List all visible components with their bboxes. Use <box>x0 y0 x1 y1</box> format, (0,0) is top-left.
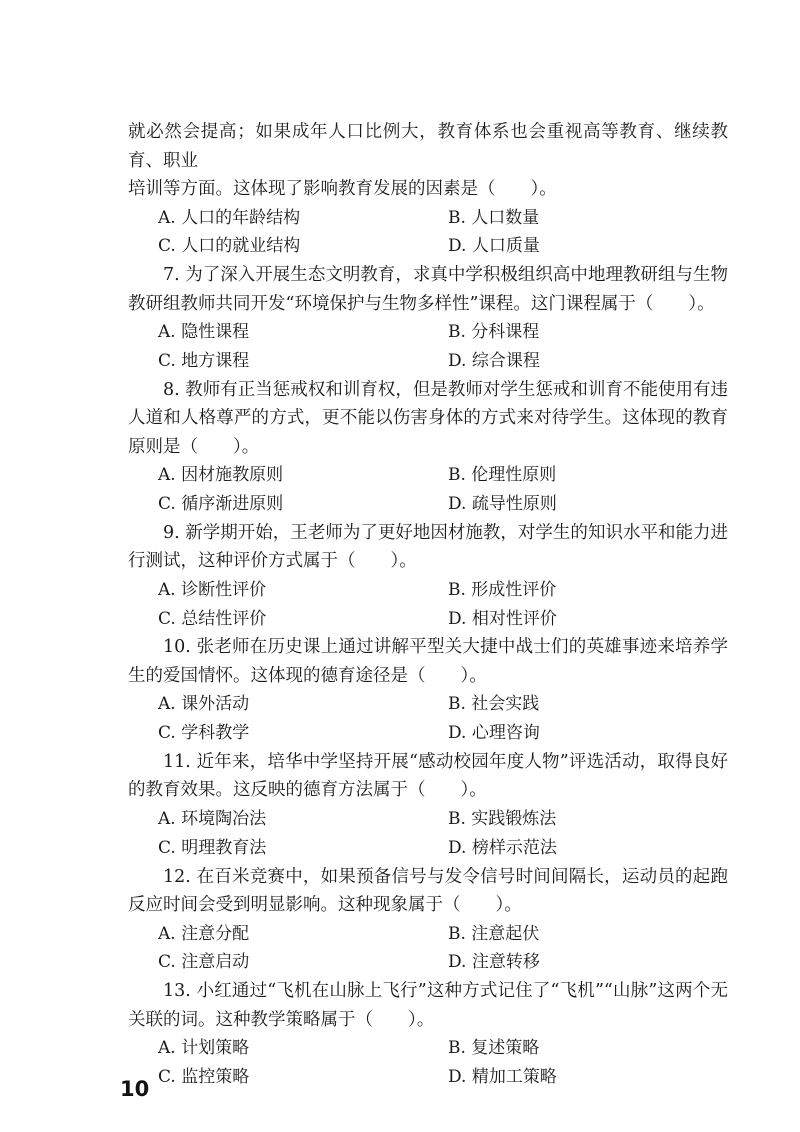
option-a: A. 计划策略 <box>158 1038 250 1059</box>
question-12 <box>128 863 728 978</box>
question-stem: 7. 为了深入开展生态文明教育，求真中学积极组织高中地理教研组与生物教研组教师共同开发“环境保护与生物多样性”课程。这门课程属于（ ）。 <box>128 265 728 314</box>
option-a: A. 注意分配 <box>158 923 250 944</box>
option-c: C. 地方课程 <box>158 350 250 371</box>
option-d: D. 综合课程 <box>448 350 540 371</box>
option-b: B. 伦理性原则 <box>448 465 557 486</box>
question-options <box>128 805 728 863</box>
intro-line-2: 培训等方面。这体现了影响教育发展的因素是（ ）。 <box>128 179 557 199</box>
question-options <box>128 1034 728 1092</box>
option-b: B. 复述策略 <box>448 1038 540 1059</box>
question-stem: 12. 在百米竞赛中，如果预备信号与发令信号时间间隔长，运动员的起跑反应时间会受到明显影响。这种现象属于（ ）。 <box>128 866 728 916</box>
option-d: D. 心理咨询 <box>448 723 540 744</box>
option-b: B. 分科课程 <box>448 322 540 343</box>
question-stem: 13. 小红通过“飞机在山脉上飞行”这种方式记住了“飞机”“山脉”这两个无关联的词。这种教学策略属于（ ）。 <box>128 981 728 1030</box>
option-d: D. 注意转移 <box>448 952 540 973</box>
option-b: B. 人口数量 <box>448 207 540 228</box>
option-a: A. 隐性课程 <box>158 322 250 343</box>
option-a: A. 环境陶冶法 <box>158 808 267 829</box>
question-stem: 10. 张老师在历史课上通过讲解平型关大捷中战士们的英雄事迹来培养学生的爱国情怀。这体现的德育途径是（ ）。 <box>128 637 728 686</box>
option-a: A. 诊断性评价 <box>158 579 267 600</box>
option-c: C. 总结性评价 <box>158 608 267 629</box>
option-b: B. 形成性评价 <box>448 579 557 600</box>
option-d: D. 相对性评价 <box>448 608 557 629</box>
option-c: C. 学科教学 <box>158 723 250 744</box>
question-options <box>128 576 728 634</box>
option-b: B. 社会实践 <box>448 694 540 715</box>
option-a: A. 因材施教原则 <box>158 465 284 486</box>
question-options <box>128 690 728 748</box>
option-c: C. 监控策略 <box>158 1066 250 1087</box>
option-d: D. 疏导性原则 <box>448 493 557 514</box>
intro-line-1: 就必然会提高；如果成年人口比例大，教育体系也会重视高等教育、继续教育、职业 <box>128 122 728 171</box>
question-stem: 9. 新学期开始，王老师为了更好地因材施教，对学生的知识水平和能力进行测试，这种评价方式属于（ ）。 <box>128 522 728 572</box>
question-stem: 11. 近年来，培华中学坚持开展“感动校园年度人物”评选活动，取得良好的教育效果。这反映的德育方法属于（ ）。 <box>128 751 728 801</box>
question-13 <box>128 977 728 1092</box>
option-b: B. 注意起伏 <box>448 923 540 944</box>
question-9 <box>128 519 728 634</box>
question-11 <box>128 748 728 863</box>
page-content <box>128 118 728 1092</box>
option-c: C. 注意启动 <box>158 952 250 973</box>
question-options <box>128 318 728 376</box>
option-d: D. 精加工策略 <box>448 1066 557 1087</box>
question-options <box>128 920 728 978</box>
option-c: C. 循序渐进原则 <box>158 493 284 514</box>
question-options <box>128 461 728 519</box>
question-8 <box>128 376 728 519</box>
question-10 <box>128 633 728 748</box>
option-a: A. 课外活动 <box>158 694 250 715</box>
question-7 <box>128 261 728 376</box>
question-stem: 8. 教师有正当惩戒权和训育权，但是教师对学生惩戒和训育不能使用有违人道和人格尊严的方式，更不能以伤害身体的方式来对待学生。这体现的教育原则是（ ）。 <box>128 379 728 457</box>
option-d: D. 榜样示范法 <box>448 837 557 858</box>
page-number: 10 <box>120 1077 150 1101</box>
option-d: D. 人口质量 <box>448 236 540 257</box>
intro-options <box>128 204 728 262</box>
option-a: A. 人口的年龄结构 <box>158 207 301 228</box>
option-c: C. 人口的就业结构 <box>158 236 301 257</box>
option-b: B. 实践锻炼法 <box>448 808 557 829</box>
option-c: C. 明理教育法 <box>158 837 267 858</box>
